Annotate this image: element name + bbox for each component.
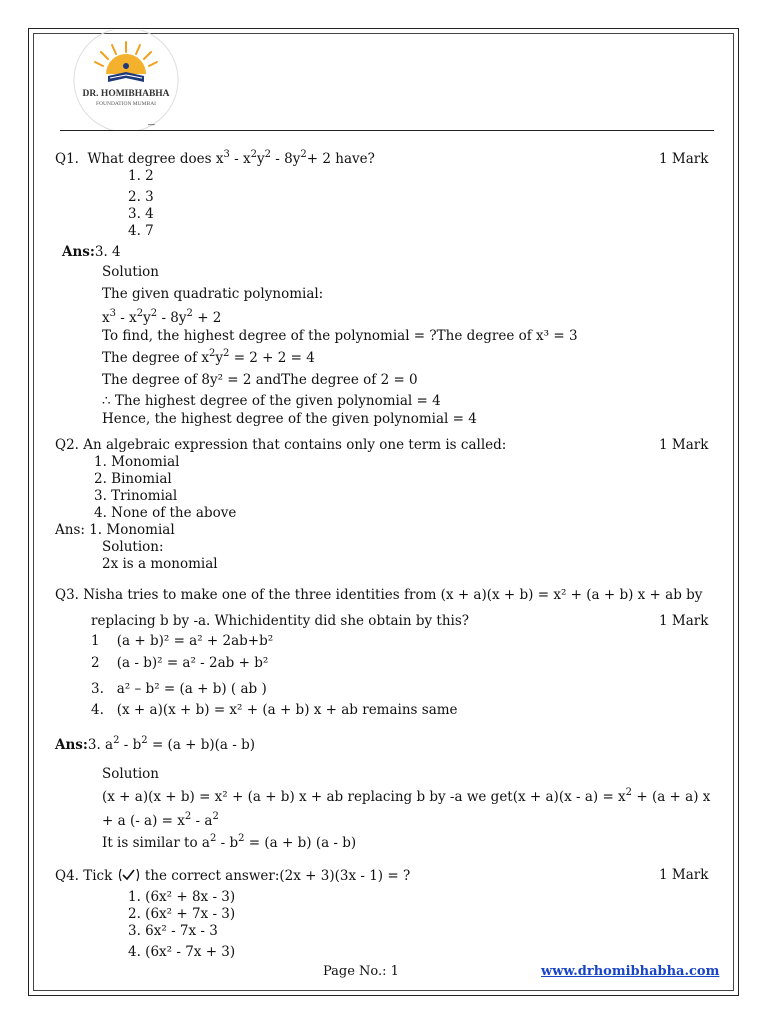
q3-sol2-b: - a bbox=[191, 813, 213, 829]
q4-option-1: 1. (6x² + 8x - 3) bbox=[128, 889, 236, 905]
foundation-logo bbox=[70, 30, 182, 130]
logo-title: DR. HOMIBHABHA bbox=[82, 89, 170, 99]
q1-solution-polynomial: $x^3 - x^2y^2 - 8y^2 + 2$ bbox=[102, 308, 222, 326]
q1-mark: 1 Mark bbox=[659, 151, 709, 167]
q4-text-b: the correct answer:(2x + 3)(3x - 1) = ? bbox=[144, 868, 411, 884]
q1-ans-value: 3. 4 bbox=[94, 244, 121, 260]
q1-solution-line-3: To find, the highest degree of the polynomial = ?The degree of x³ = 3 bbox=[102, 328, 578, 344]
q2-solution: 2x is a monomial bbox=[102, 556, 218, 572]
q1-sol4-text: The degree of x bbox=[102, 350, 210, 366]
q3-option-3: 3. a² – b² = (a + b) ( ab ) bbox=[91, 681, 267, 697]
q2-answer: Ans: 1. Monomial bbox=[55, 522, 175, 538]
website-link[interactable]: www.drhomibhabha.com bbox=[541, 964, 720, 979]
q4-option-2: 2. (6x² + 7x - 3) bbox=[128, 906, 236, 922]
q1-solution-line-4: The degree of $x^2y^2 = 2 + 2 = 4$ bbox=[102, 348, 315, 366]
q3-solution-line-2: + a (- $a) = x^2 - a^2$ bbox=[102, 811, 219, 829]
q3-answer: Ans:3. $a^2 - b^2 = (a + b)(a - b)$ bbox=[55, 735, 256, 753]
q4-question bbox=[55, 867, 410, 884]
q2-option-3: 3. Trinomial bbox=[94, 488, 178, 504]
q3-option-1: 1 (a + b)² = a² + 2ab+b² bbox=[91, 633, 274, 649]
q3-solution-title: Solution bbox=[102, 766, 159, 782]
q1-solution-line-5: The degree of 8y² = 2 andThe degree of 2 = 0 bbox=[102, 372, 418, 388]
logo-dash: _ bbox=[148, 110, 155, 126]
q4-option-4: 4. (6x² - 7x + 3) bbox=[128, 944, 236, 960]
q2-mark: 1 Mark bbox=[659, 437, 709, 453]
header-rule bbox=[60, 130, 714, 131]
q1-label: Q1. bbox=[55, 151, 79, 167]
q2-option-4: 4. None of the above bbox=[94, 505, 237, 521]
q3-question-line-2: replacing b by -a. Whichidentity did she obtain by this? bbox=[91, 613, 470, 629]
logo-subtitle: FOUNDATION MUMBAI bbox=[95, 101, 157, 107]
q3-ans-label: Ans: bbox=[55, 737, 88, 753]
q1-solution-line-7: Hence, the highest degree of the given polynomial = 4 bbox=[102, 411, 477, 427]
q4-option-3: 3. 6x² - 7x - 3 bbox=[128, 923, 218, 939]
q3-ans-value-c: = (a + b)(a - b) bbox=[147, 737, 256, 753]
q4-mark: 1 Mark bbox=[659, 867, 709, 883]
q1-ans-label: Ans: bbox=[62, 244, 95, 260]
q3-sol3-a: It is similar to a bbox=[102, 835, 210, 851]
q3-sol2-a: + a (- a) = x bbox=[102, 813, 185, 829]
q3-option-4: 4. (x + a)(x + b) = x² + (a + b) x + ab remains same bbox=[91, 702, 458, 718]
q1-sol4-result: = 2 + 2 = 4 bbox=[229, 350, 315, 366]
q2-option-1: 1. Monomial bbox=[94, 454, 180, 470]
q1-option-3: 3. 4 bbox=[128, 206, 154, 222]
q2-question: Q2. An algebraic expression that contains only one term is called: bbox=[55, 437, 507, 453]
q2-option-2: 2. Binomial bbox=[94, 471, 172, 487]
q1-answer bbox=[62, 244, 121, 260]
q3-mark: 1 Mark bbox=[659, 613, 709, 629]
q1-option-1: 1. 2 bbox=[128, 168, 154, 184]
page-number: Page No.: 1 bbox=[323, 964, 399, 979]
q3-sol3-b: - b bbox=[216, 835, 239, 851]
q1-option-2: 2. 3 bbox=[128, 189, 154, 205]
q3-sol1-a: (x + a)(x + b) = x² + (a + b) x + ab replacing b by -a we get(x + a)(x - a) = x bbox=[102, 789, 626, 805]
q1-solution-title: Solution bbox=[102, 264, 159, 280]
q2-solution-title: Solution: bbox=[102, 539, 164, 555]
q1-question: Q1. What degree does $x^3 - x^2y^2 - 8y^2+ 2$ have? bbox=[55, 149, 375, 167]
q3-solution-line-1: (x + a)(x + b) = x² + (a + b) x + ab replacing b by -a we $get(x + a)(x - a) = x^2 + (a + a)$ x bbox=[102, 787, 711, 805]
q1-solution-line-6: ∴ The highest degree of the given polynomial = 4 bbox=[102, 393, 441, 409]
q1-text: What degree does x bbox=[87, 151, 224, 167]
q3-ans-value-a: 3. a bbox=[87, 737, 114, 753]
q1-solution-line-1: The given quadratic polynomial: bbox=[102, 286, 324, 302]
q3-ans-value-b: - b bbox=[119, 737, 142, 753]
q4-text-a: Q4. Tick bbox=[55, 868, 113, 884]
checkmark-icon bbox=[117, 867, 141, 883]
q3-option-2: 2 (a - b)² = a² - 2ab + b² bbox=[91, 655, 269, 671]
q3-sol1-b: + (a + a) x bbox=[632, 789, 711, 805]
q3-question-line-1: Q3. Nisha tries to make one of the three identities from (x + a)(x + b) = x² + (a + b) x + ab by bbox=[55, 587, 703, 603]
q1-option-4: 4. 7 bbox=[128, 223, 154, 239]
q3-sol3-c: = (a + b) (a - b) bbox=[244, 835, 357, 851]
q3-solution-line-3: It is similar to $a^2 - b^2 = (a + b)$ (a - b) bbox=[102, 833, 357, 851]
